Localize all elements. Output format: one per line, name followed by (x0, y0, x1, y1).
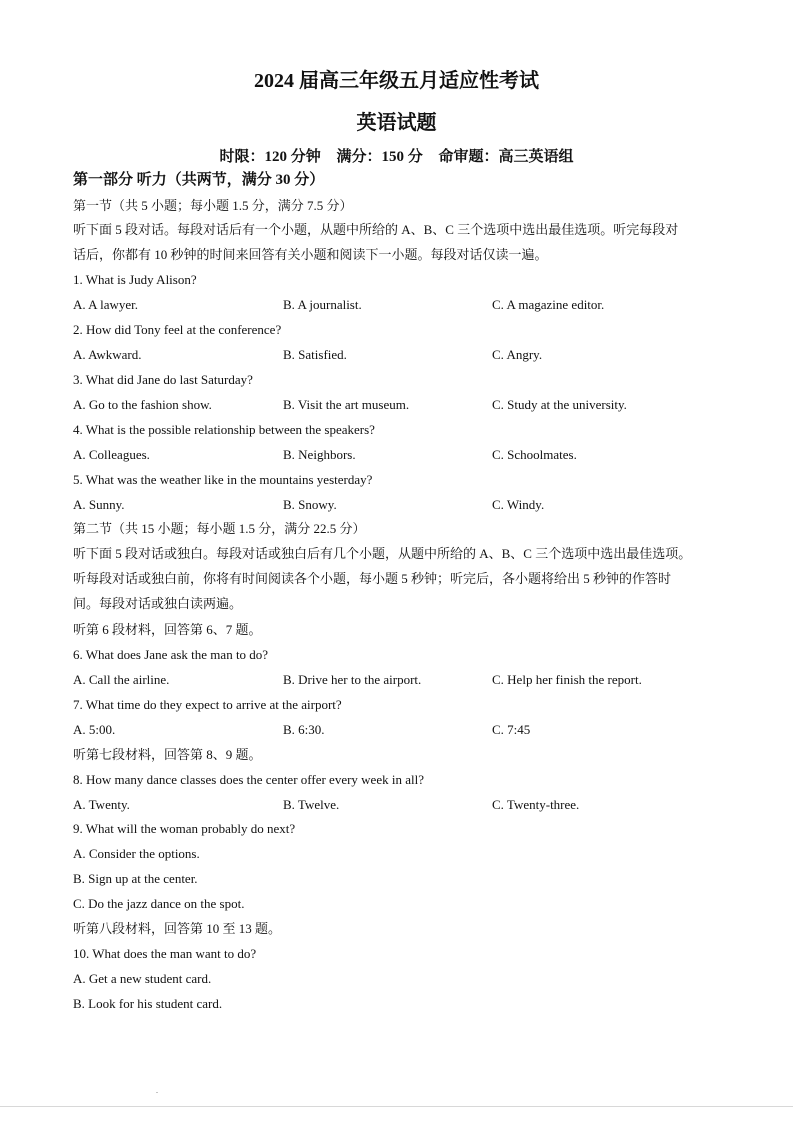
option-c: C. Schoolmates. (492, 447, 577, 462)
option-c: C. Do the jazz dance on the spot. (73, 896, 245, 911)
material-6-note: 听第 6 段材料，回答第 6、7 题。 (73, 622, 262, 637)
question-stem: 8. How many dance classes does the center offer every week in all? (73, 772, 424, 787)
section1-instruction-line2: 话后，你都有 10 秒钟的时间来回答有关小题和阅读下一小题。每段对话仅读一遍。 (73, 247, 548, 262)
material-8-note: 听第八段材料，回答第 10 至 13 题。 (73, 921, 282, 936)
full-score: 满分：150 分 (336, 149, 423, 165)
option-b: B. Drive her to the airport. (283, 672, 422, 687)
option-a: A. Sunny. (73, 497, 125, 512)
question-stem: 2. How did Tony feel at the conference? (73, 322, 282, 337)
option-a: A. A lawyer. (73, 297, 138, 312)
section2-instruction-line3: 间。每段对话或独白读两遍。 (73, 596, 243, 611)
question-stem: 4. What is the possible relationship between the speakers? (73, 422, 375, 437)
question-stem: 1. What is Judy Alison? (73, 272, 197, 287)
option-a: A. Call the airline. (73, 672, 170, 687)
option-b: B. Sign up at the center. (73, 871, 198, 886)
exam-title: 2024 届高三年级五月适应性考试 (254, 70, 539, 92)
option-b: B. Visit the art museum. (283, 397, 410, 412)
page-bottom-divider (0, 1106, 793, 1107)
option-c: C. Study at the university. (492, 397, 627, 412)
exam-subtitle: 英语试题 (356, 112, 437, 134)
option-b: B. Twelve. (283, 797, 340, 812)
option-b: B. A journalist. (283, 297, 362, 312)
option-b: B. Satisfied. (283, 347, 347, 362)
question-stem: 3. What did Jane do last Saturday? (73, 372, 253, 387)
footer-mark: . (156, 1086, 158, 1095)
option-a: A. Get a new student card. (73, 971, 212, 986)
question-stem: 6. What does Jane ask the man to do? (73, 647, 269, 662)
question-stem: 10. What does the man want to do? (73, 946, 257, 961)
exam-meta (0, 145, 793, 166)
option-a: A. Awkward. (73, 347, 142, 362)
option-a: A. Twenty. (73, 797, 130, 812)
material-7-note: 听第七段材料，回答第 8、9 题。 (73, 747, 262, 762)
option-c: C. A magazine editor. (492, 297, 605, 312)
option-a: A. Colleagues. (73, 447, 150, 462)
option-b: B. Neighbors. (283, 447, 356, 462)
option-b: B. Snowy. (283, 497, 337, 512)
section2-heading: 第二节（共 15 小题；每小题 1.5 分，满分 22.5 分） (73, 521, 366, 536)
option-c: C. Windy. (492, 497, 545, 512)
option-b: B. 6:30. (283, 722, 325, 737)
section2-instruction-line2: 听每段对话或独白前，你将有时间阅读各个小题，每小题 5 秒钟；听完后，各小题将给出 5 秒钟的作答时 (73, 571, 672, 586)
option-c: C. 7:45 (492, 722, 531, 737)
question-stem: 9. What will the woman probably do next? (73, 821, 296, 836)
option-a: A. Consider the options. (73, 846, 200, 861)
option-a: A. 5:00. (73, 722, 116, 737)
option-a: A. Go to the fashion show. (73, 397, 212, 412)
option-c: C. Help her finish the report. (492, 672, 642, 687)
setter: 命审题：高三英语组 (438, 149, 574, 165)
part1-heading: 第一部分 听力（共两节，满分 30 分） (73, 172, 325, 188)
option-c: C. Angry. (492, 347, 543, 362)
option-c: C. Twenty-three. (492, 797, 580, 812)
question-stem: 5. What was the weather like in the mountains yesterday? (73, 472, 373, 487)
section1-heading: 第一节（共 5 小题；每小题 1.5 分，满分 7.5 分） (73, 198, 353, 213)
option-b: B. Look for his student card. (73, 996, 223, 1011)
section2-instruction-line1: 听下面 5 段对话或独白。每段对话或独白后有几个小题，从题中所给的 A、B、C 三个选项中选出最佳选项。 (73, 546, 692, 561)
question-stem: 7. What time do they expect to arrive at the airport? (73, 697, 342, 712)
time-limit: 时限：120 分钟 (219, 149, 321, 165)
section1-instruction-line1: 听下面 5 段对话。每段对话后有一个小题，从题中所给的 A、B、C 三个选项中选出最佳选项。听完每段对 (73, 222, 679, 237)
